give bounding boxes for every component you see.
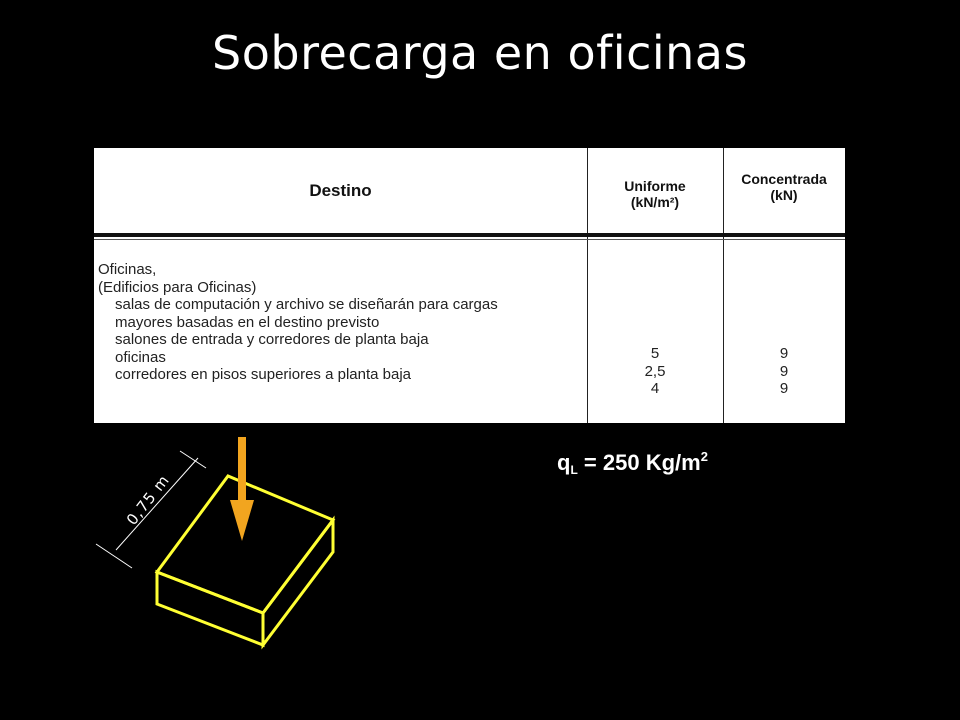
uniforme-value: 2,5 <box>644 362 666 380</box>
dimension-tick <box>96 544 132 568</box>
load-arrow-icon <box>230 437 254 541</box>
destino-row: oficinas <box>115 348 166 366</box>
q-subscript: L <box>570 463 578 477</box>
destino-row: salas de computación y archivo se diseñarán para cargas <box>115 296 498 313</box>
q-value: = 250 Kg/m <box>577 450 701 475</box>
destino-row: Oficinas, <box>98 261 157 278</box>
page-title: Sobrecarga en oficinas <box>212 26 748 80</box>
destino-row: mayores basadas en el destino previsto <box>115 313 380 331</box>
destino-row: corredores en pisos superiores a planta baja <box>115 366 412 383</box>
destino-row: salones de entrada y corredores de planta baja <box>115 331 429 348</box>
arrow-head <box>230 500 254 541</box>
concentrada-value: 9 <box>779 380 789 397</box>
box-side-face <box>263 520 333 645</box>
arrow-shaft <box>238 437 246 503</box>
destino-row: (Edificios para Oficinas) <box>98 278 257 296</box>
q-symbol: q <box>557 450 571 475</box>
uniforme-value: 4 <box>650 380 660 397</box>
concentrada-value: 9 <box>779 362 789 380</box>
header-concentrada-line1: Concentrada <box>741 171 827 187</box>
dimension-tick <box>180 451 206 468</box>
concentrada-value: 9 <box>779 345 789 362</box>
dimension-label: 0,75 m <box>122 471 174 529</box>
header-uniforme-line2: (kN/m²) <box>630 193 680 210</box>
dimension-line <box>116 458 198 550</box>
uniforme-value: 5 <box>650 345 660 362</box>
header-concentrada-line2: (kN) <box>770 187 798 203</box>
q-superscript: 2 <box>700 449 708 464</box>
header-uniforme-line1: Uniforme <box>624 177 686 194</box>
header-destino: Destino <box>309 180 372 200</box>
box-front-face <box>157 572 263 645</box>
